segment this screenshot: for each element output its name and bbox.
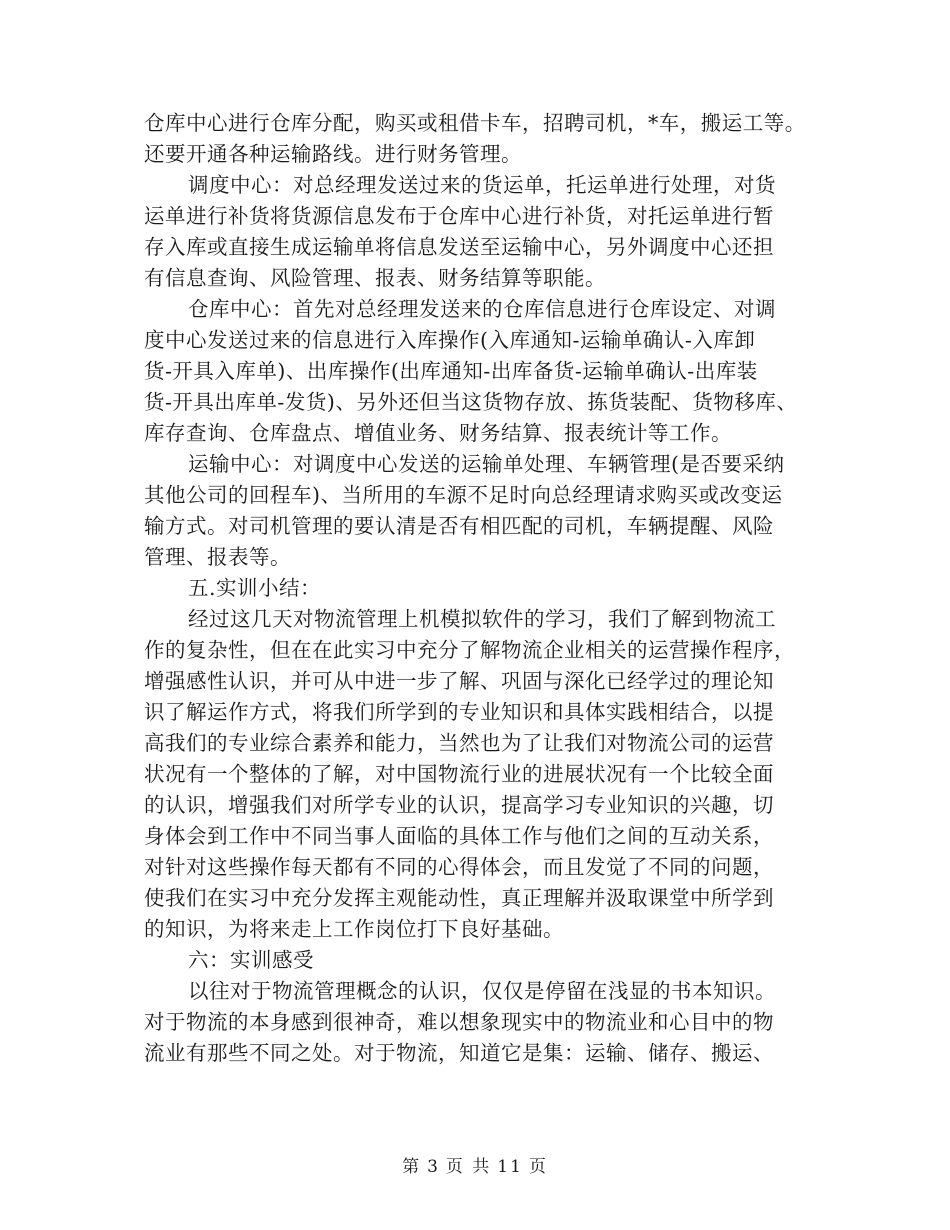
paragraph-start: 经过这几天对物流管理上机模拟软件的学习，我们了解到物流工	[188, 607, 776, 631]
section-heading: 六：实训感受	[188, 948, 314, 972]
text-line: 对于物流的本身感到很神奇，难以想象现实中的物流业和心目中的物	[144, 1010, 774, 1034]
text-line: 度中心发送过来的信息进行入库操作(入库通知-运输单确认-入库卸	[144, 328, 756, 352]
text-line: 流业有那些不同之处。对于物流，知道它是集：运输、储存、搬运、	[144, 1041, 774, 1065]
text-line: 作的复杂性，但在在此实习中充分了解物流企业相关的运营操作程序，	[144, 638, 795, 662]
section-heading: 五.实训小结：	[188, 576, 322, 600]
paragraph-start: 运输中心：对调度中心发送的运输单处理、车辆管理(是否要采纳	[188, 452, 785, 476]
paragraph-start: 以往对于物流管理概念的认识，仅仅是停留在浅显的书本知识。	[188, 979, 776, 1003]
text-line: 输方式。对司机管理的要认清是否有相匹配的司机，车辆提醒、风险	[144, 514, 774, 538]
text-line: 识了解运作方式，将我们所学到的专业知识和具体实践相结合，以提	[144, 700, 774, 724]
footer-prefix: 第	[402, 1157, 422, 1177]
footer-middle: 页 共	[445, 1157, 492, 1177]
page-number-footer	[0, 1152, 950, 1177]
text-line: 存入库或直接生成运输单将信息发送至运输中心，另外调度中心还担	[144, 235, 774, 259]
text-line: 有信息查询、风险管理、报表、财务结算等职能。	[144, 266, 606, 290]
text-line: 仓库中心进行仓库分配，购买或租借卡车，招聘司机，*车，搬运工等。	[144, 111, 806, 135]
text-line: 库存查询、仓库盘点、增值业务、财务结算、报表统计等工作。	[144, 421, 732, 445]
body-text	[144, 108, 824, 1069]
text-line: 管理、报表等。	[144, 545, 291, 569]
text-line: 的知识，为将来走上工作岗位打下良好基础。	[144, 917, 564, 941]
total-page-count: 11	[497, 1157, 523, 1177]
text-line: 的认识，增强我们对所学专业的认识，提高学习专业知识的兴趣，切	[144, 793, 774, 817]
text-line: 还要开通各种运输路线。进行财务管理。	[144, 142, 522, 166]
text-line: 身体会到工作中不同当事人面临的具体工作与他们之间的互动关系，	[144, 824, 774, 848]
text-line: 状况有一个整体的了解，对中国物流行业的进展状况有一个比较全面	[144, 762, 774, 786]
text-line: 其他公司的回程车)、当所用的车源不足时向总经理请求购买或改变运	[144, 483, 783, 507]
paragraph-start: 仓库中心：首先对总经理发送来的仓库信息进行仓库设定、对调	[188, 297, 776, 321]
current-page-number: 3	[427, 1157, 440, 1177]
footer-suffix: 页	[528, 1157, 548, 1177]
text-line: 增强感性认识，并可从中进一步了解、巩固与深化已经学过的理论知	[144, 669, 774, 693]
text-line: 高我们的专业综合素养和能力，当然也为了让我们对物流公司的运营	[144, 731, 774, 755]
text-line: 货-开具入库单)、出库操作(出库通知-出库备货-运输单确认-出库装	[144, 359, 758, 383]
text-line: 对针对这些操作每天都有不同的心得体会，而且发觉了不同的问题，	[144, 855, 774, 879]
text-line: 运单进行补货将货源信息发布于仓库中心进行补货，对托运单进行暂	[144, 204, 774, 228]
paragraph-start: 调度中心：对总经理发送过来的货运单，托运单进行处理，对货	[188, 173, 776, 197]
text-line: 使我们在实习中充分发挥主观能动性，真正理解并汲取课堂中所学到	[144, 886, 774, 910]
text-line: 货-开具出库单-发货)、另外还但当这货物存放、拣货装配、货物移库、	[144, 390, 798, 414]
